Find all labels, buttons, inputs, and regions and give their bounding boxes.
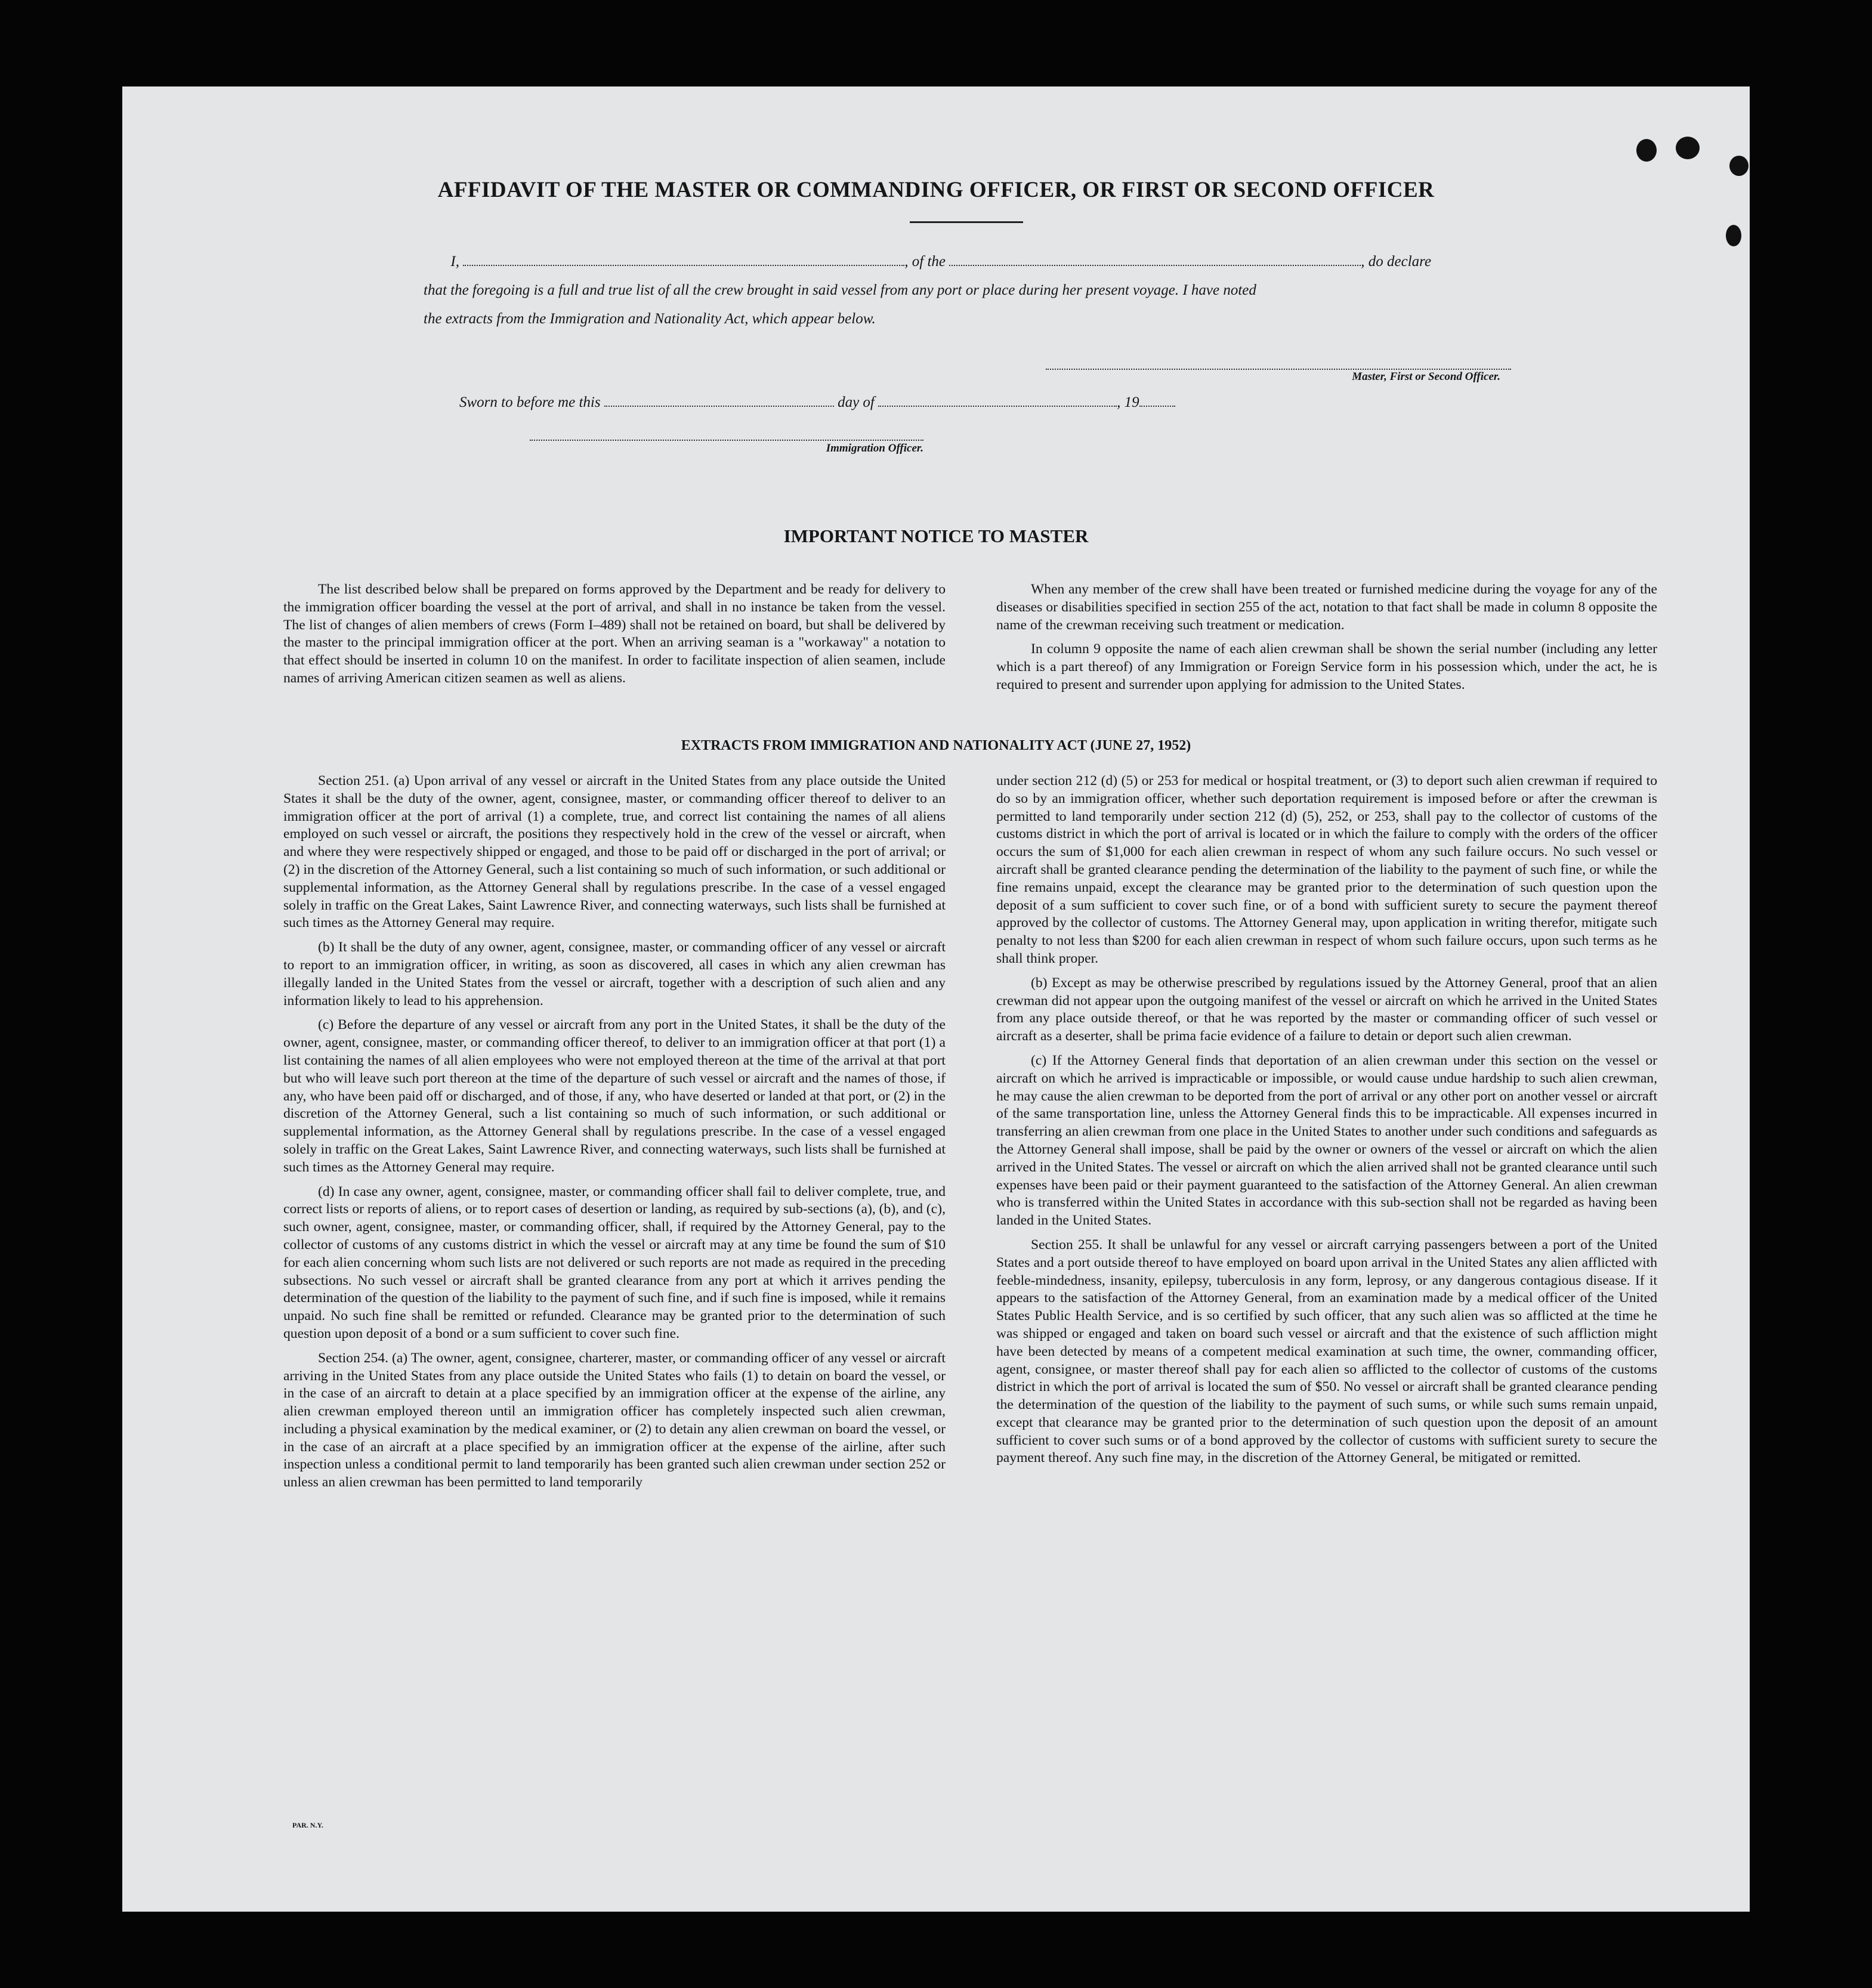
title-divider <box>910 221 1023 223</box>
punch-hole <box>1676 137 1700 159</box>
punch-hole <box>1636 139 1657 162</box>
sworn-day-field[interactable] <box>604 392 834 407</box>
declaration-i-label: I, <box>450 253 459 270</box>
act-section-paragraph: Section 251. (a) Upon arrival of any vessel or aircraft in the United States from any place outside the United States it shall be the duty of the owner, agent, consignee, master, or commanding officer thereof to deliver to an immigration officer at the port of arrival (1) a complete, true, and correct list containing the names of all aliens employed on such vessel or aircraft, the positions they respectively hold in the crew of the vessel or aircraft, when and where they were respectively shipped or engaged, and those to be paid off or discharged in the port of arrival; or (2) in the discretion of the Attorney General, such a list containing so much of such information, or such additional or supplemental information, as the Attorney General shall by regulations prescribe. In the case of a vessel engaged solely in traffic on the Great Lakes, Saint Lawrence River, and connecting waterways, such lists shall be furnished at such times as the Attorney General may require. <box>283 773 946 931</box>
act-section-paragraph: (c) If the Attorney General finds that deportation of an alien crewman under this section on the vessel or aircraft on which he arrived is impracticable or impossible, or would cause undue hardship to such alien crewman, he may cause the alien crewman to be deported from the port of arrival or any other port on another vessel or aircraft of the same transportation line, unless the Attorney General finds this to be impracticable. All expenses incurred in transferring an alien crewman from one place in the United States to another under such conditions and safeguards as the Attorney General shall impose, shall be paid by the owner or owners of the vessel or aircraft on which the alien arrived in the United States. The vessel or aircraft on which the alien arrived shall not be granted clearance until such expenses have been paid or their payment guaranteed to the satisfaction of the Attorney General. An alien crewman who is transferred within the United States in accordance with this sub-section shall not be regarded as having been landed in the United States. <box>996 1052 1657 1229</box>
notice-paragraph: The list described below shall be prepared on forms approved by the Department and be ready for delivery to the immigration officer boarding the vessel at the port of arrival, and shall in no instance be taken from the vessel. The list of changes of alien members of crews (Form I–489) shall not be retained on board, but shall be delivered by the master to the principal immigration officer at the port. When an arriving seaman is a "workaway" a notation to that effect should be inserted in column 10 on the manifest. In order to facilitate inspection of alien seamen, include names of arriving American citizen seamen as well as aliens. <box>283 582 946 686</box>
day-of-label: day of <box>838 394 875 410</box>
sworn-month-field[interactable] <box>878 392 1117 407</box>
declaration-of-the-label: , of the <box>904 253 946 270</box>
printer-mark: PAR. N.Y. <box>292 1821 324 1829</box>
immigration-officer-signature-line[interactable] <box>530 440 923 441</box>
act-section-paragraph: (c) Before the departure of any vessel or aircraft from any port in the United States, it shall be the duty of the owner, agent, consignee, master, or commanding officer thereof, to deliver to an immigration officer at that port (1) a list containing the names of all alien employees who were not employed thereon at the time of the arrival at that port but who will leave such port thereon at the time of the departure of such vessel or aircraft and the names of those, if any, who have been paid off or discharged, and of those, if any, who have deserted or landed at that port, or (2) in the discretion of the Attorney General, such a list containing so much of such information, or such additional or supplemental information, as the Attorney General shall by regulations prescribe. In the case of a vessel engaged solely in traffic on the Great Lakes, Saint Lawrence River, and connecting waterways, such lists shall be furnished at such times as the Attorney General may require. <box>283 1017 946 1175</box>
punch-hole <box>1729 156 1749 176</box>
act-section-paragraph: (b) It shall be the duty of any owner, agent, consignee, master, or commanding officer of any vessel or aircraft to report to an immigration officer, in writing, as soon as discovered, all cases in which any alien crewman has illegally landed in the United States from the vessel or aircraft, together with a description of such alien and any information likely to lead to his apprehension. <box>283 939 946 1009</box>
act-section-paragraph: Section 254. (a) The owner, agent, consignee, charterer, master, or commanding officer of any vessel or aircraft arriving in the United States from any place outside the United States who fails (1) to detain on board the vessel, or in the case of an aircraft to detain at a place specified by an immigration officer at the expense of the airline, any alien crewman employed thereon until an immigration officer has completely inspected such alien crewman, including a physical examination by the medical examiner, or (2) to detain any alien crewman on board the vessel, or in the case of an aircraft at a place specified by an immigration officer at the expense of the airline, after such inspection unless a conditional permit to land temporarily has been granted such alien crewman under section 252 or unless an alien crewman has been permitted to land temporarily <box>283 1350 946 1491</box>
notice-paragraph: In column 9 opposite the name of each alien crewman shall be shown the serial number (including any letter which is a part thereof) of any Immigration or Foreign Service form in his possession which, under the act, he is required to present and surrender upon applying for admission to the United States. <box>996 641 1657 692</box>
notice-paragraph: When any member of the crew shall have been treated or furnished medicine during the voyage for any of the diseases or disabilities specified in section 255 of the act, notation to that fact shall be made in column 8 opposite the name of the crewman receiving such treatment or medication. <box>996 582 1657 633</box>
sworn-line <box>459 388 1354 417</box>
affidavit-declaration <box>424 248 1515 333</box>
declaration-declare-label: , do declare <box>1361 253 1432 270</box>
extracts-right-column <box>996 772 1657 1474</box>
act-section-paragraph: (d) In case any owner, agent, consignee, master, or commanding officer shall fail to deliver complete, true, and correct lists or reports of aliens, or to report cases of desertion or landing, as required by sub-sections (a), (b), and (c), such owner, agent, consignee, master, or commanding officer, shall, if required by the Attorney General, pay to the collector of customs of any customs district in which the vessel or aircraft may at any time be found the sum of $10 for each alien concerning whom such lists are not delivered or such reports are not made as required in the preceding subsections. No such vessel or aircraft shall be granted clearance from any port at which it arrives pending the determination of the question of the liability to the payment of such fine, and if such fine is imposed, while it remains unpaid. No such fine shall be remitted or refunded. Clearance may be granted prior to the determination of such question upon deposit of a bond or a sum sufficient to cover such fine. <box>283 1183 946 1341</box>
extracts-left-column <box>283 772 946 1498</box>
vessel-name-field[interactable] <box>949 252 1361 266</box>
master-signature-label: Master, First or Second Officer. <box>1352 370 1500 383</box>
sworn-label: Sworn to before me this <box>459 394 601 410</box>
document-page <box>122 86 1750 1912</box>
act-section-paragraph: under section 212 (d) (5) or 253 for medical or hospital treatment, or (3) to deport such alien crewman if required to do so by an immigration officer, whether such deportation requirement is imposed before or after the crewman is permitted to land temporarily under section 212 (d) (5), 252, or 253, shall pay to the collector of customs of the customs district in which the port of arrival is located or in which the failure to comply with the orders of the officer occurs the sum of $1,000 for each alien crewman in respect of whom any such failure occurs. No such vessel or aircraft shall be granted clearance pending the determination of the liability to the payment of such fine, or while the fine remains unpaid, except the clearance may be granted prior to the determination of such question upon the deposit of a sum sufficient to cover such fine, or of a bond with sufficient surety to secure the payment thereof approved by the collector of customs. The Attorney General may, upon application in writing therefor, mitigate such penalty to not less than $200 for each alien crewman in respect of whom such failure occurs, upon such terms as he shall think proper. <box>996 773 1657 966</box>
extracts-title: EXTRACTS FROM IMMIGRATION AND NATIONALITY ACT (JUNE 27, 1952) <box>681 738 1191 753</box>
notice-title: IMPORTANT NOTICE TO MASTER <box>783 525 1089 546</box>
year-prefix-label: , 19 <box>1117 394 1139 410</box>
act-section-paragraph: (b) Except as may be otherwise prescribed by regulations issued by the Attorney General, proof that an alien crewman did not appear upon the outgoing manifest of the vessel or aircraft on which he arrived in the United States from any place outside thereof, or that he was reported by the master or commanding officer of such vessel or aircraft as a deserter, shall be prima facie evidence of a failure to detain or deport such alien crewman. <box>996 975 1657 1044</box>
notice-right-column <box>996 581 1657 701</box>
declarant-name-field[interactable] <box>463 252 904 266</box>
declaration-line-2: that the foregoing is a full and true list of all the crew brought in said vessel from any port or place during her present voyage. I have noted <box>424 282 1256 298</box>
punch-hole <box>1726 225 1741 246</box>
immigration-officer-label: Immigration Officer. <box>826 442 923 455</box>
affidavit-title: AFFIDAVIT OF THE MASTER OR COMMANDING OFFICER, OR FIRST OR SECOND OFFICER <box>437 178 1435 202</box>
declaration-line-3: the extracts from the Immigration and Nationality Act, which appear below. <box>424 311 876 327</box>
declaration-line-1 <box>424 248 1515 276</box>
notice-left-column <box>283 581 946 694</box>
master-signature-line[interactable] <box>1046 369 1511 370</box>
act-section-paragraph: Section 255. It shall be unlawful for any vessel or aircraft carrying passengers between a port of the United States and a port outside thereof to have employed on board upon arrival in the United States any alien afflicted with feeble-mindedness, insanity, epilepsy, tuberculosis in any form, leprosy, or any dangerous contagious disease. If it appears to the satisfaction of the Attorney General, from an examination made by a medical officer of the United States Public Health Service, and is so certified by such officer, that any such alien was so afflicted at the time he was shipped or engaged and taken on board such vessel or aircraft and that the existence of such affliction might have been detected by means of a competent medical examination at such time, the owner, commanding officer, agent, consignee, or master thereof shall pay for each alien so afflicted to the collector of customs of the customs district in which the port of arrival is located the sum of $50. No vessel or aircraft shall be granted clearance pending the determination of the question of the liability to the payment of such sums, or while such sums remain unpaid, except that clearance may be granted prior to the determination of such question upon the deposit of an amount sufficient to cover such sums or of a bond approved by the collector of customs with sufficient surety to secure the payment thereof. Any such fine may, in the discretion of the Attorney General, be mitigated or remitted. <box>996 1236 1657 1466</box>
sworn-year-field[interactable] <box>1139 392 1175 407</box>
